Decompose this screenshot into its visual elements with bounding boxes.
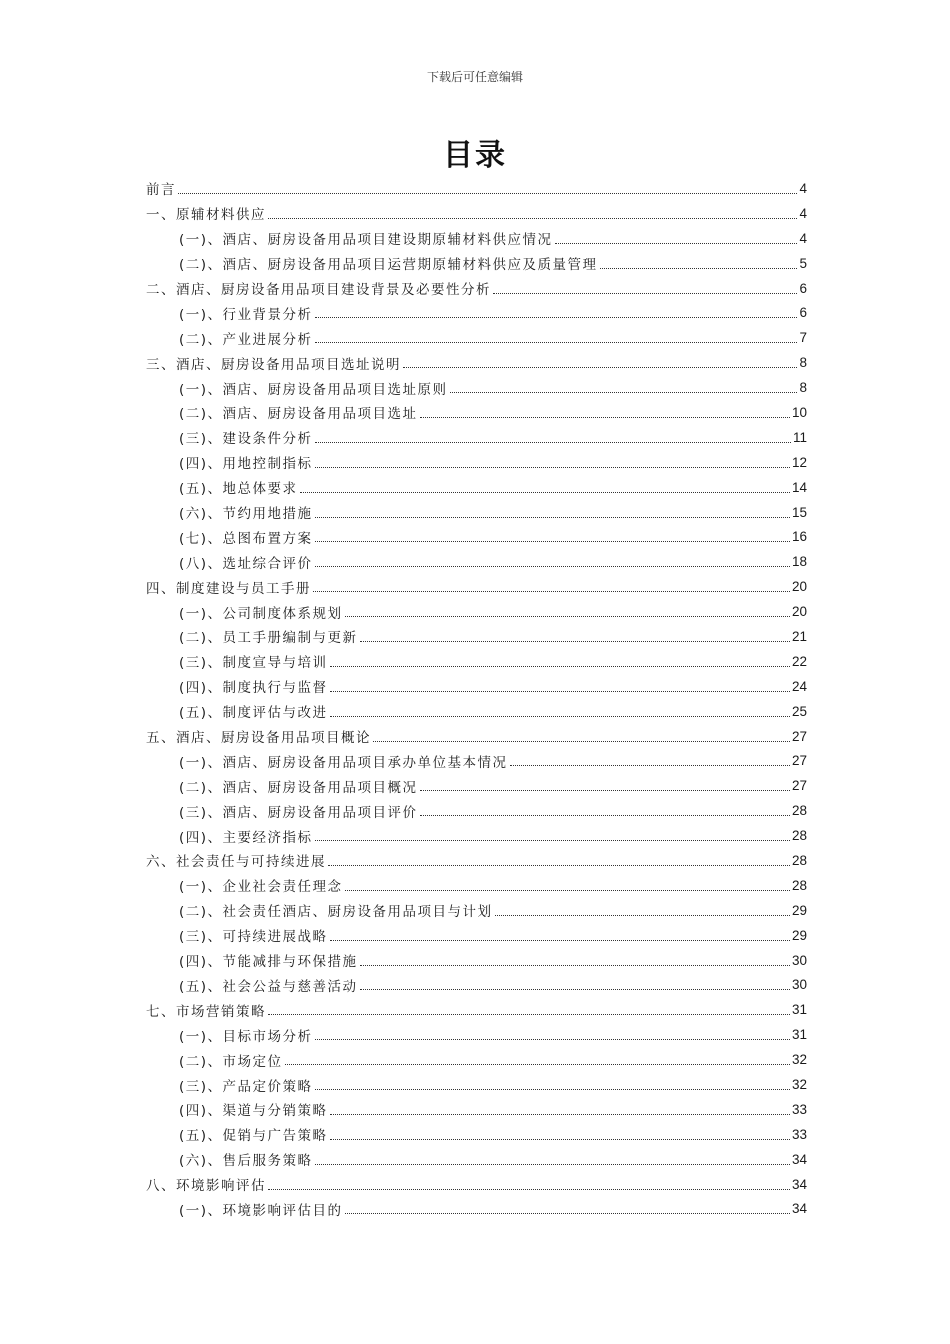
- toc-dot-leader: [600, 268, 798, 269]
- toc-section-entry[interactable]: [146, 425, 807, 450]
- toc-dot-leader: [330, 1114, 790, 1115]
- toc-section-entry[interactable]: [146, 325, 807, 350]
- toc-dot-leader: [330, 666, 790, 667]
- toc-entry-label: (四)、制度执行与监督: [179, 680, 328, 697]
- toc-page-number: 6: [799, 305, 807, 321]
- toc-entry-label: (二)、产业进展分析: [179, 331, 313, 348]
- toc-section-entry[interactable]: [146, 923, 807, 948]
- toc-entry-label: 五、酒店、厨房设备用品项目概论: [146, 730, 371, 747]
- toc-entry-label: 四、制度建设与员工手册: [146, 580, 311, 597]
- toc-dot-leader: [315, 541, 790, 542]
- toc-page-number: 22: [791, 653, 807, 669]
- toc-chapter-entry[interactable]: [146, 724, 807, 749]
- toc-dot-leader: [315, 566, 790, 567]
- toc-dot-leader: [450, 392, 798, 393]
- toc-page-number: 28: [791, 877, 807, 893]
- toc-section-entry[interactable]: [146, 773, 807, 798]
- toc-section-entry[interactable]: [146, 798, 807, 823]
- toc-page-number: 18: [791, 554, 807, 570]
- toc-section-entry[interactable]: [146, 699, 807, 724]
- toc-section-entry[interactable]: [146, 251, 807, 276]
- toc-section-entry[interactable]: [146, 674, 807, 699]
- toc-section-entry[interactable]: [146, 1047, 807, 1072]
- toc-entry-label: (四)、渠道与分销策略: [179, 1103, 328, 1120]
- toc-dot-leader: [403, 367, 797, 368]
- toc-section-entry[interactable]: [146, 475, 807, 500]
- toc-section-entry[interactable]: [146, 300, 807, 325]
- toc-entry-label: (二)、酒店、厨房设备用品项目选址: [179, 406, 418, 423]
- toc-entry-label: (七)、总图布置方案: [179, 530, 313, 547]
- toc-dot-leader: [315, 467, 790, 468]
- page-header: 下载后可任意编辑: [426, 70, 523, 84]
- toc-entry-label: (五)、制度评估与改进: [179, 705, 328, 722]
- toc-chapter-entry[interactable]: [146, 1172, 807, 1197]
- toc-entry-label: (六)、节约用地措施: [179, 506, 313, 523]
- toc-page-number: 29: [791, 902, 807, 918]
- toc-page-number: 27: [791, 728, 807, 744]
- toc-dot-leader: [345, 890, 790, 891]
- toc-page-number: 29: [791, 927, 807, 943]
- toc-entry-label: (六)、售后服务策略: [179, 1153, 313, 1170]
- toc-page-number: 27: [791, 778, 807, 794]
- toc-entry-label: 六、社会责任与可持续进展: [146, 854, 326, 871]
- toc-dot-leader: [315, 342, 798, 343]
- toc-section-entry[interactable]: [146, 226, 807, 251]
- toc-section-entry[interactable]: [146, 973, 807, 998]
- toc-page-number: 15: [791, 504, 807, 520]
- toc-page-number: 24: [791, 678, 807, 694]
- toc-entry-label: (三)、产品定价策略: [179, 1078, 313, 1095]
- toc-section-entry[interactable]: [146, 898, 807, 923]
- toc-dot-leader: [315, 317, 798, 318]
- toc-entry-label: (三)、制度宣导与培训: [179, 655, 328, 672]
- toc-section-entry[interactable]: [146, 1197, 807, 1222]
- toc-chapter-entry[interactable]: [146, 574, 807, 599]
- toc-section-entry[interactable]: [146, 649, 807, 674]
- toc-page-number: 16: [791, 529, 807, 545]
- toc-entry-label: 三、酒店、厨房设备用品项目选址说明: [146, 356, 401, 373]
- toc-page-number: 6: [799, 280, 807, 296]
- toc-page-number: 12: [791, 454, 807, 470]
- toc-page-number: 4: [799, 205, 807, 221]
- toc-page-number: 27: [791, 753, 807, 769]
- toc-entry-label: (三)、建设条件分析: [179, 431, 313, 448]
- toc-entry-label: (四)、节能减排与环保措施: [179, 954, 358, 971]
- toc-section-entry[interactable]: [146, 599, 807, 624]
- toc-page-number: 28: [791, 803, 807, 819]
- toc-entry-label: (四)、用地控制指标: [179, 456, 313, 473]
- toc-entry-label: (二)、酒店、厨房设备用品项目概况: [179, 779, 418, 796]
- toc-section-entry[interactable]: [146, 823, 807, 848]
- toc-entry-label: (二)、酒店、厨房设备用品项目运营期原辅材料供应及质量管理: [179, 257, 598, 274]
- toc-section-entry[interactable]: [146, 873, 807, 898]
- toc-chapter-entry[interactable]: [146, 276, 807, 301]
- toc-dot-leader: [315, 1089, 790, 1090]
- toc-page-number: 32: [791, 1052, 807, 1068]
- toc-chapter-entry[interactable]: [146, 201, 807, 226]
- toc-section-entry[interactable]: [146, 400, 807, 425]
- toc-section-entry[interactable]: [146, 948, 807, 973]
- toc-dot-leader: [268, 1189, 790, 1190]
- toc-section-entry[interactable]: [146, 748, 807, 773]
- toc-page-number: 20: [791, 579, 807, 595]
- toc-dot-leader: [330, 691, 790, 692]
- toc-dot-leader: [360, 641, 790, 642]
- toc-page-number: 5: [799, 255, 807, 271]
- toc-dot-leader: [330, 1139, 790, 1140]
- toc-dot-leader: [315, 1164, 790, 1165]
- toc-dot-leader: [313, 591, 790, 592]
- toc-page-number: 34: [791, 1176, 807, 1192]
- toc-entry-label: 七、市场营销策略: [146, 1003, 266, 1020]
- toc-section-entry[interactable]: [146, 1097, 807, 1122]
- toc-entry-label: (一)、目标市场分析: [179, 1028, 313, 1045]
- toc-dot-leader: [360, 989, 790, 990]
- toc-entry-label: (一)、企业社会责任理念: [179, 879, 343, 896]
- toc-entry-label: (五)、地总体要求: [179, 481, 298, 498]
- toc-dot-leader: [493, 293, 797, 294]
- toc-entry-label: (一)、酒店、厨房设备用品项目选址原则: [179, 381, 448, 398]
- toc-page-number: 31: [791, 1027, 807, 1043]
- toc-dot-leader: [315, 1039, 790, 1040]
- toc-page-number: 33: [791, 1101, 807, 1117]
- toc-page-number: 34: [791, 1151, 807, 1167]
- toc-entry-label: (二)、社会责任酒店、厨房设备用品项目与计划: [179, 904, 493, 921]
- toc-dot-leader: [360, 965, 790, 966]
- toc-entry-label: (四)、主要经济指标: [179, 829, 313, 846]
- toc-page-number: 11: [792, 429, 807, 445]
- toc-entry-label: (一)、行业背景分析: [179, 306, 313, 323]
- toc-dot-leader: [555, 243, 798, 244]
- toc-dot-leader: [315, 840, 790, 841]
- toc-section-entry[interactable]: [146, 1022, 807, 1047]
- toc-dot-leader: [328, 865, 790, 866]
- toc-page-number: 10: [791, 404, 807, 420]
- toc-page-number: 4: [799, 230, 807, 246]
- toc-section-entry[interactable]: [146, 549, 807, 574]
- toc-chapter-entry[interactable]: [146, 350, 807, 375]
- toc-entry-label: (三)、可持续进展战略: [179, 929, 328, 946]
- toc-entry-label: (一)、酒店、厨房设备用品项目建设期原辅材料供应情况: [179, 232, 553, 249]
- toc-page-number: 32: [791, 1077, 807, 1092]
- toc-dot-leader: [420, 417, 790, 418]
- toc-page-number: 21: [791, 628, 807, 644]
- toc-section-entry[interactable]: [146, 450, 807, 475]
- toc-dot-leader: [510, 765, 790, 766]
- toc-page-number: 33: [791, 1126, 807, 1142]
- toc-dot-leader: [300, 492, 790, 493]
- toc-entry-label: 一、原辅材料供应: [146, 207, 266, 224]
- toc-dot-leader: [420, 815, 790, 816]
- toc-section-entry[interactable]: [146, 1147, 807, 1172]
- toc-entry-label: 二、酒店、厨房设备用品项目建设背景及必要性分析: [146, 282, 491, 298]
- table-of-contents: [146, 176, 807, 1221]
- toc-dot-leader: [330, 940, 790, 941]
- toc-dot-leader: [345, 616, 790, 617]
- toc-page-number: 28: [791, 828, 807, 844]
- toc-chapter-entry[interactable]: [146, 997, 807, 1022]
- toc-entry-label: (三)、酒店、厨房设备用品项目评价: [179, 804, 418, 821]
- toc-chapter-entry[interactable]: [146, 848, 807, 873]
- toc-dot-leader: [268, 1014, 790, 1015]
- toc-entry-label: (五)、社会公益与慈善活动: [179, 978, 358, 995]
- toc-page-number: 31: [791, 1002, 807, 1018]
- toc-dot-leader: [495, 915, 790, 916]
- toc-entry-label: (五)、促销与广告策略: [179, 1128, 328, 1145]
- toc-entry-label: (二)、市场定位: [179, 1053, 283, 1070]
- toc-entry-label: (一)、酒店、厨房设备用品项目承办单位基本情况: [179, 754, 508, 771]
- toc-page-number: 28: [791, 852, 807, 868]
- toc-page-number: 25: [791, 703, 807, 719]
- toc-page-number: 30: [791, 952, 807, 968]
- toc-dot-leader: [315, 517, 790, 518]
- toc-dot-leader: [178, 193, 797, 194]
- toc-section-entry[interactable]: [146, 624, 807, 649]
- toc-entry-label: (二)、员工手册编制与更新: [179, 630, 358, 647]
- toc-section-entry[interactable]: [146, 500, 807, 525]
- toc-entry-label: (一)、公司制度体系规划: [179, 605, 343, 622]
- toc-page-number: 30: [791, 977, 807, 993]
- toc-entry-label: (一)、环境影响评估目的: [179, 1202, 343, 1219]
- toc-chapter-entry[interactable]: [146, 176, 807, 201]
- toc-section-entry[interactable]: [146, 1072, 807, 1097]
- toc-dot-leader: [268, 218, 797, 219]
- toc-page-number: 8: [799, 380, 807, 396]
- toc-entry-label: 八、环境影响评估: [146, 1178, 266, 1195]
- toc-dot-leader: [330, 716, 790, 717]
- toc-dot-leader: [345, 1213, 790, 1214]
- toc-dot-leader: [285, 1064, 790, 1065]
- toc-page-number: 34: [791, 1201, 807, 1217]
- toc-section-entry[interactable]: [146, 375, 807, 400]
- toc-section-entry[interactable]: [146, 524, 807, 549]
- toc-page-number: 14: [791, 479, 807, 495]
- toc-page-number: 4: [799, 180, 807, 196]
- toc-page-number: 7: [799, 330, 807, 346]
- toc-section-entry[interactable]: [146, 1122, 807, 1147]
- toc-page-number: 8: [799, 355, 807, 371]
- toc-dot-leader: [420, 790, 790, 791]
- toc-dot-leader: [315, 442, 791, 443]
- toc-entry-label: (八)、选址综合评价: [179, 555, 313, 572]
- toc-entry-label: 前言: [146, 182, 176, 199]
- toc-page-number: 20: [791, 604, 807, 620]
- page-title: 目录: [443, 138, 507, 173]
- toc-dot-leader: [373, 741, 790, 742]
